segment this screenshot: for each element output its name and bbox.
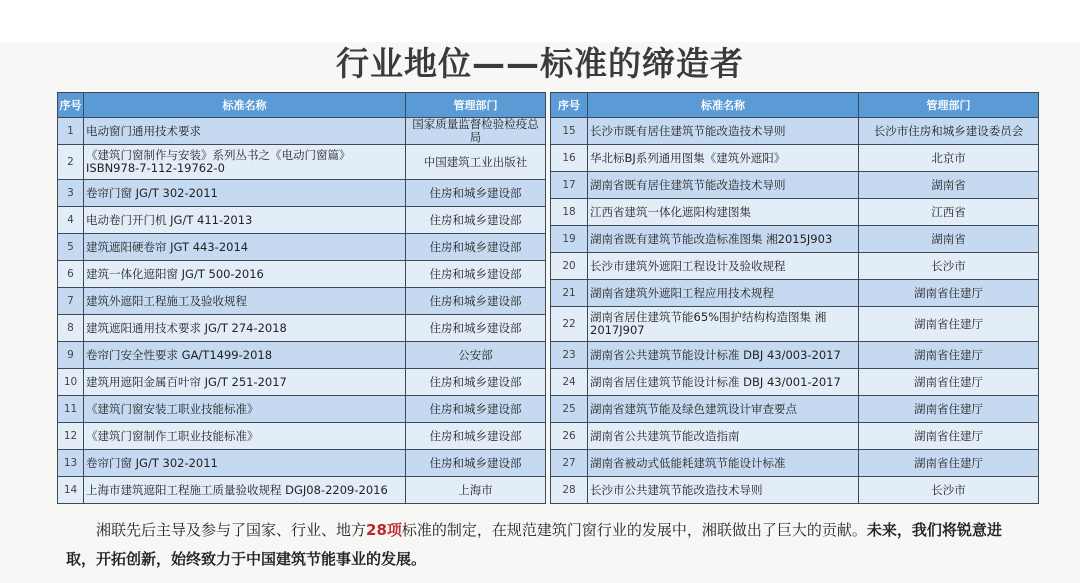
row-number: 10 [58,369,84,396]
standard-name: 《建筑门窗制作与安装》系列丛书之《电动门窗篇》ISBN978-7-112-19762-0 [84,145,406,180]
standard-name: 湖南省既有居住建筑节能改造技术导则 [588,172,859,199]
department: 湖南省 [859,172,1039,199]
department: 湖南省住建厅 [859,423,1039,450]
department: 江西省 [859,199,1039,226]
table-row [58,369,546,396]
row-number: 15 [551,118,588,145]
row-number: 5 [58,234,84,261]
department: 长沙市 [859,253,1039,280]
table-row [551,423,1039,450]
table-row [58,342,546,369]
row-number: 1 [58,118,84,145]
table-row [58,261,546,288]
standard-name: 长沙市既有居住建筑节能改造技术导则 [588,118,859,145]
standard-name: 长沙市建筑外遮阳工程设计及验收规程 [588,253,859,280]
standard-name: 建筑外遮阳工程施工及验收规程 [84,288,406,315]
table-row [551,199,1039,226]
standards-table-left [57,92,546,504]
standard-name: 长沙市公共建筑节能改造技术导则 [588,477,859,504]
table-row [551,450,1039,477]
row-number: 20 [551,253,588,280]
table-row [58,288,546,315]
row-number: 14 [58,477,84,504]
department: 中国建筑工业出版社 [406,145,546,180]
table-row [58,180,546,207]
header-dept: 管理部门 [859,93,1039,118]
summary-text-part2: 标准的制定，在规范建筑门窗行业的发展中，湘联做出了巨大的贡献。 [401,521,867,539]
standard-name: 电动窗门通用技术要求 [84,118,406,145]
table-row [551,118,1039,145]
standard-name: 湖南省建筑节能及绿色建筑设计审查要点 [588,396,859,423]
standard-name: 电动卷门开门机 JG/T 411-2013 [84,207,406,234]
table-row [551,307,1039,342]
table-row [58,423,546,450]
row-number: 6 [58,261,84,288]
standard-name: 建筑遮阳硬卷帘 JGT 443-2014 [84,234,406,261]
department: 住房和城乡建设部 [406,180,546,207]
standard-name: 卷帘门窗 JG/T 302-2011 [84,180,406,207]
department: 住房和城乡建设部 [406,369,546,396]
department: 住房和城乡建设部 [406,450,546,477]
standard-name: 江西省建筑一体化遮阳构建图集 [588,199,859,226]
standard-name: 卷帘门窗 JG/T 302-2011 [84,450,406,477]
table-header-row [58,93,546,118]
standard-name: 湖南省建筑外遮阳工程应用技术规程 [588,280,859,307]
table-row [58,145,546,180]
row-number: 24 [551,369,588,396]
table-header-row [551,93,1039,118]
row-number: 8 [58,315,84,342]
table-row [551,172,1039,199]
department: 住房和城乡建设部 [406,315,546,342]
department: 住房和城乡建设部 [406,396,546,423]
department: 湖南省住建厅 [859,280,1039,307]
table-row [551,342,1039,369]
summary-text-part1: 湘联先后主导及参与了国家、行业、地方 [96,521,367,539]
row-number: 22 [551,307,588,342]
row-number: 12 [58,423,84,450]
summary-highlight-count: 28项 [366,521,402,539]
table-row [551,145,1039,172]
standard-name: 卷帘门安全性要求 GA/T1499-2018 [84,342,406,369]
standard-name: 上海市建筑遮阳工程施工质量验收规程 DGJ08-2209-2016 [84,477,406,504]
table-row [58,207,546,234]
department: 公安部 [406,342,546,369]
header-name: 标准名称 [84,93,406,118]
row-number: 3 [58,180,84,207]
row-number: 28 [551,477,588,504]
department: 长沙市 [859,477,1039,504]
standard-name: 建筑一体化遮阳窗 JG/T 500-2016 [84,261,406,288]
row-number: 26 [551,423,588,450]
standard-name: 建筑用遮阳金属百叶帘 JG/T 251-2017 [84,369,406,396]
table-row [58,450,546,477]
department: 湖南省住建厅 [859,307,1039,342]
header-seq: 序号 [551,93,588,118]
department: 国家质量监督检验检疫总局 [406,118,546,145]
table-row [551,226,1039,253]
row-number: 17 [551,172,588,199]
department: 北京市 [859,145,1039,172]
standard-name: 湖南省居住建筑节能设计标准 DBJ 43/001-2017 [588,369,859,396]
header-name: 标准名称 [588,93,859,118]
standard-name: 湖南省既有建筑节能改造标准图集 湘2015J903 [588,226,859,253]
table-row [58,396,546,423]
table-row [551,477,1039,504]
table-row [551,369,1039,396]
header-seq: 序号 [58,93,84,118]
row-number: 16 [551,145,588,172]
row-number: 25 [551,396,588,423]
page-title: 行业地位——标准的缔造者 [336,44,744,83]
table-row [58,234,546,261]
table-row [58,118,546,145]
department: 住房和城乡建设部 [406,234,546,261]
table-row [58,477,546,504]
row-number: 9 [58,342,84,369]
department: 湖南省住建厅 [859,396,1039,423]
department: 湖南省住建厅 [859,450,1039,477]
table-row [551,280,1039,307]
department: 湖南省住建厅 [859,369,1039,396]
row-number: 11 [58,396,84,423]
standard-name: 湖南省被动式低能耗建筑节能设计标准 [588,450,859,477]
department: 长沙市住房和城乡建设委员会 [859,118,1039,145]
row-number: 23 [551,342,588,369]
standard-name: 《建筑门窗安装工职业技能标准》 [84,396,406,423]
department: 湖南省住建厅 [859,342,1039,369]
row-number: 19 [551,226,588,253]
standard-name: 湖南省公共建筑节能设计标准 DBJ 43/003-2017 [588,342,859,369]
row-number: 13 [58,450,84,477]
department: 上海市 [406,477,546,504]
row-number: 2 [58,145,84,180]
department: 住房和城乡建设部 [406,207,546,234]
table-row [58,315,546,342]
department: 住房和城乡建设部 [406,423,546,450]
standards-table-right [550,92,1039,504]
standard-name: 《建筑门窗制作工职业技能标准》 [84,423,406,450]
department: 湖南省 [859,226,1039,253]
row-number: 18 [551,199,588,226]
header-dept: 管理部门 [406,93,546,118]
standard-name: 建筑遮阳通用技术要求 JG/T 274-2018 [84,315,406,342]
table-row [551,253,1039,280]
department: 住房和城乡建设部 [406,288,546,315]
standard-name: 湖南省公共建筑节能改造指南 [588,423,859,450]
row-number: 27 [551,450,588,477]
standard-name: 华北标BJ系列通用图集《建筑外遮阳》 [588,145,859,172]
row-number: 21 [551,280,588,307]
summary-paragraph [66,516,1026,574]
row-number: 4 [58,207,84,234]
table-row [551,396,1039,423]
standard-name: 湖南省居住建筑节能65%围护结构构造图集 湘2017J907 [588,307,859,342]
row-number: 7 [58,288,84,315]
department: 住房和城乡建设部 [406,261,546,288]
summary-bold-statement: 未来，我们将锐意进取，开拓创新，始终致力于中国建筑节能事业的发展。 [66,521,1002,568]
